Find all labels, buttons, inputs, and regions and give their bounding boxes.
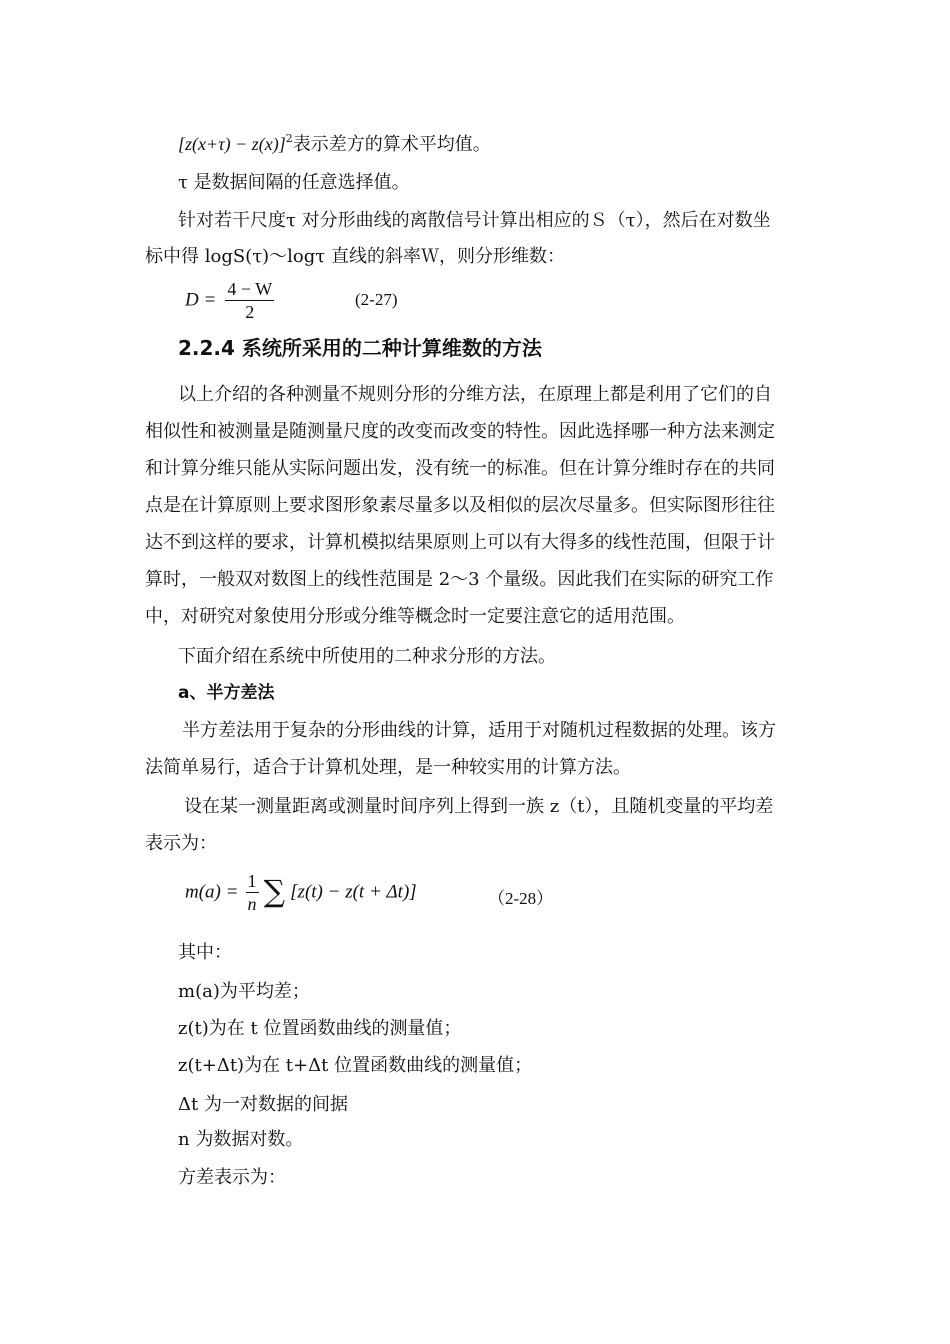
paragraph-line: 算时，一般双对数图上的线性范围是 2～3 个量级。因此我们在实际的研究工作 [145,569,774,590]
paragraph-line: 和计算分维只能从实际问题出发，没有统一的标准。但在计算分维时存在的共同 [145,458,775,479]
equation-number: （2-28） [488,889,554,908]
tau-definition: τ 是数据间隔的任意选择值。 [178,172,410,193]
section-heading: 2.2.4 系统所采用的二种计算维数的方法 [178,336,542,360]
paragraph-line: 半方差法用于复杂的分形曲线的计算，适用于对随机过程数据的处理。该方 [182,720,776,741]
variable-definition: z(t+Δt)为在 t+Δt 位置函数曲线的测量值； [178,1055,533,1076]
paragraph-line: 针对若干尺度τ 对分形曲线的离散信号计算出相应的Ｓ（τ），然后在对数坐 [178,210,771,231]
where-label: 其中： [178,942,232,963]
paragraph-line: 中，对研究对象使用分形或分维等概念时一定要注意它的适用范围。 [145,606,685,627]
fraction-numerator: 1 [247,871,257,891]
variable-definition: z(t)为在 t 位置函数曲线的测量值； [178,1018,462,1039]
exponent: 2 [285,132,293,145]
fraction-numerator: 4 − W [227,279,273,299]
paragraph-line: 标中得 logS(τ)～logτ 直线的斜率Ｗ，则分形维数： [145,246,565,267]
paragraph-line: 达不到这样的要求，计算机模拟结果原则上可以有大得多的线性范围，但限于计 [145,532,775,553]
equation-rhs: [z(t) − z(t + Δt)] [290,881,417,903]
difference-expression: [z(x+τ) − z(x)] [178,134,286,154]
equation-lhs: D = [185,289,217,311]
fraction [246,870,259,915]
definition-text: 表示差方的算术平均值。 [292,134,491,155]
equation-lhs: m(a) = [185,881,239,903]
summation-symbol: ∑ [263,874,286,910]
paragraph-line: 相似性和被测量是随测量尺度的改变而改变的特性。因此选择哪一种方法来测定 [145,421,775,442]
paragraph-line: 点是在计算原则上要求图形象素尽量多以及相似的层次尽量多。但实际图形往往 [145,495,775,516]
paragraph-line: 表示为： [145,833,217,854]
variance-intro: 方差表示为： [178,1167,286,1188]
paragraph-line: 设在某一测量距离或测量时间序列上得到一族 z（t），且随机变量的平均差 [184,796,774,817]
variable-definition: m(a)为平均差； [178,981,310,1002]
equation-number: (2-27) [355,290,398,309]
fraction [225,278,274,323]
paragraph-line: 下面介绍在系统中所使用的二种求分形的方法。 [178,646,556,667]
equation-2-27 [185,278,274,323]
variable-definition: Δt 为一对数据的间据 [178,1094,348,1115]
subsection-heading: a、半方差法 [178,683,275,703]
variable-definition: n 为数据对数。 [178,1129,304,1150]
paragraph-line: 法简单易行，适合于计算机处理，是一种较实用的计算方法。 [145,757,631,778]
equation-2-28 [185,870,417,915]
paragraph-line: 以上介绍的各种测量不规则分形的分维方法，在原理上都是利用了它们的自 [178,384,772,405]
fraction-denominator: 2 [245,302,255,322]
definition-line-mean-square [178,127,491,157]
fraction-denominator: n [247,894,257,914]
